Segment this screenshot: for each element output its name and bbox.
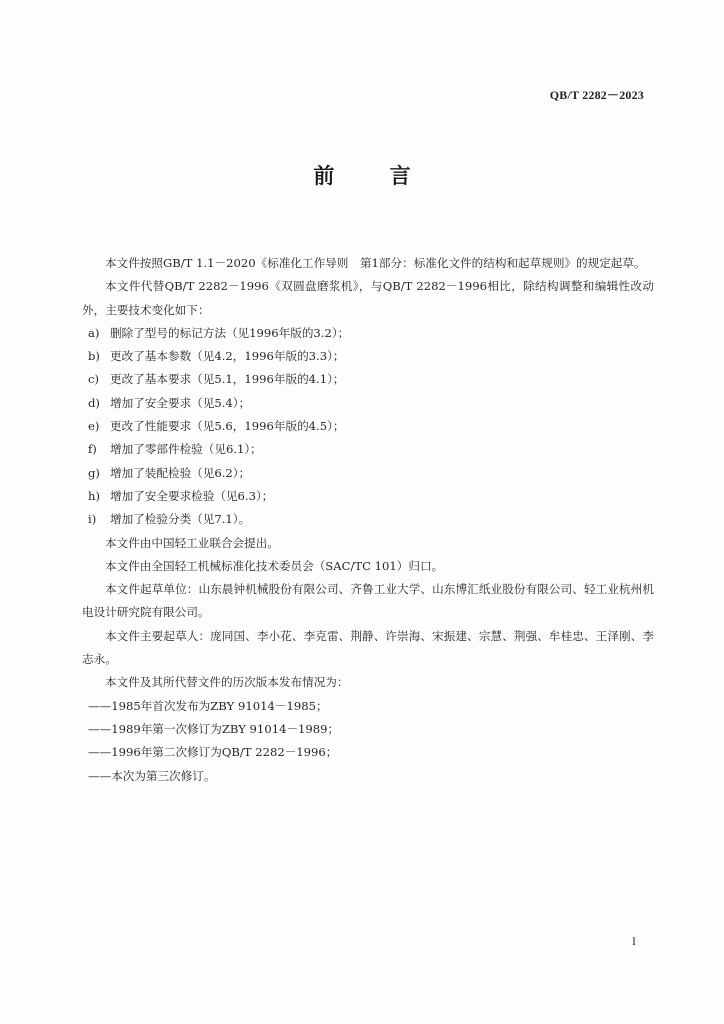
history-intro-paragraph: 本文件及其所代替文件的历次版本发布情况为：: [105, 675, 349, 690]
changes-list: [82, 322, 654, 532]
list-marker: b): [88, 349, 100, 364]
history-list: [82, 695, 654, 788]
list-item: [82, 485, 654, 508]
list-marker: h): [88, 488, 100, 503]
list-marker: f): [88, 442, 97, 457]
list-item-text: 更改了基本参数（见4.2，1996年版的3.3）；: [110, 349, 345, 364]
list-item-text: 增加了检验分类（见7.1）。: [110, 512, 251, 527]
page-title: 前 言: [313, 163, 435, 188]
list-item: [82, 438, 654, 461]
list-item-text: 更改了基本要求（见5.1，1996年版的4.1）；: [110, 372, 345, 387]
list-marker: i): [88, 512, 97, 527]
list-item-text: 增加了零部件检验（见6.1）；: [110, 442, 262, 457]
proposed-by-paragraph: 本文件由中国轻工业联合会提出。: [105, 535, 279, 550]
foreword-body: [82, 252, 654, 788]
list-item: [82, 392, 654, 415]
list-item: [82, 508, 654, 531]
list-marker: a): [88, 325, 100, 340]
history-item: ——1989年第一次修订为ZBY 91014－1989；: [88, 721, 340, 736]
list-item: [82, 462, 654, 485]
drafters-paragraph: 本文件主要起草人：庞同国、李小花、李克雷、荆静、许崇海、宋振建、宗慧、荆强、牟桂忠、王泽刚、李志永。: [82, 628, 654, 667]
list-item: [82, 415, 654, 438]
history-item: ——1985年首次发布为ZBY 91014－1985；: [88, 698, 328, 713]
list-item-text: 删除了型号的标记方法（见1996年版的3.2）；: [110, 325, 350, 340]
list-item-text: 增加了安全要求（见5.4）；: [110, 395, 251, 410]
drafting-basis-paragraph: 本文件按照GB/T 1.1－2020《标准化工作导则 第1部分：标准化文件的结构和起草规则》的规定起草。: [105, 256, 646, 270]
history-item: ——本次为第三次修订。: [88, 768, 216, 783]
list-item-text: 增加了装配检验（见6.2）；: [110, 465, 251, 480]
list-item-text: 更改了性能要求（见5.6，1996年版的4.5）；: [110, 419, 345, 434]
standard-code: QB/T 2282－2023: [549, 88, 644, 102]
list-item: [82, 345, 654, 368]
list-item: [82, 368, 654, 391]
drafting-units-paragraph: 本文件起草单位：山东晨钟机械股份有限公司、齐鲁工业大学、山东博汇纸业股份有限公司、轻工业杭州机电设计研究院有限公司。: [82, 582, 654, 620]
list-marker: g): [88, 465, 100, 480]
list-marker: e): [88, 419, 100, 434]
centralized-by-paragraph: 本文件由全国轻工机械标准化技术委员会（SAC/TC 101）归口。: [105, 558, 444, 573]
list-item-text: 增加了安全要求检验（见6.3）；: [110, 488, 274, 503]
list-marker: d): [88, 395, 100, 410]
list-item: [82, 322, 654, 345]
history-item: ——1996年第二次修订为QB/T 2282－1996；: [88, 745, 338, 760]
replaces-paragraph: 本文件代替QB/T 2282－1996《双圆盘磨浆机》，与QB/T 2282－1996相比，除结构调整和编辑性改动外，主要技术变化如下：: [82, 279, 654, 317]
page-number: I: [632, 934, 636, 948]
list-marker: c): [88, 372, 100, 387]
